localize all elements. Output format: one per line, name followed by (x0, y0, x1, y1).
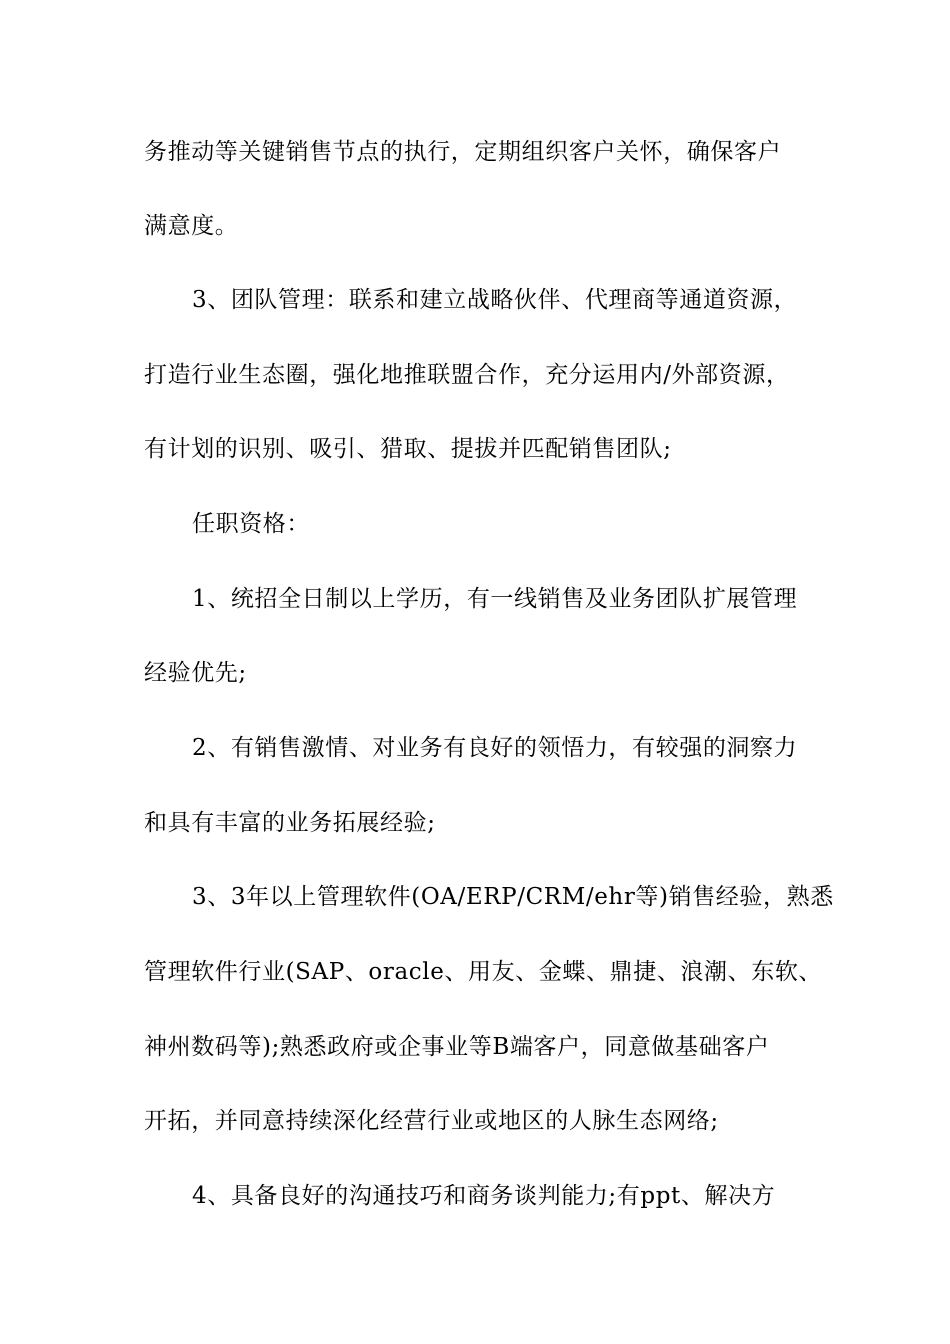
text-line: 和具有丰富的业务拓展经验; (144, 810, 436, 836)
text-line: 神州数码等);熟悉政府或企事业等B端客户，同意做基础客户 (144, 1034, 770, 1060)
text-line: 经验优先; (144, 660, 247, 686)
text-line: 打造行业生态圈，强化地推联盟合作，充分运用内/外部资源， (144, 362, 790, 388)
text-line: 有计划的识别、吸引、猎取、提拔并匹配销售团队; (144, 436, 672, 462)
paragraph-start-line: 3、3年以上管理软件(OA/ERP/CRM/ehr等)销售经验，熟悉 (192, 884, 834, 910)
text-line: 满意度。 (144, 213, 239, 239)
text-line: 管理软件行业(SAP、oracle、用友、金蝶、鼎捷、浪潮、东软、 (144, 959, 823, 985)
paragraph-start-line: 4、具备良好的沟通技巧和商务谈判能力;有ppt、解决方 (192, 1183, 776, 1209)
text-line: 开拓，并同意持续深化经营行业或地区的人脉生态网络; (144, 1108, 719, 1134)
paragraph-start-line: 3、团队管理：联系和建立战略伙伴、代理商等通道资源， (192, 287, 798, 313)
text-line: 务推动等关键销售节点的执行，定期组织客户关怀，确保客户 (144, 139, 782, 165)
section-heading: 任职资格： (192, 511, 310, 537)
paragraph-start-line: 1、统招全日制以上学历，有一线销售及业务团队扩展管理 (192, 586, 798, 612)
paragraph-start-line: 2、有销售激情、对业务有良好的领悟力，有较强的洞察力 (192, 735, 798, 761)
